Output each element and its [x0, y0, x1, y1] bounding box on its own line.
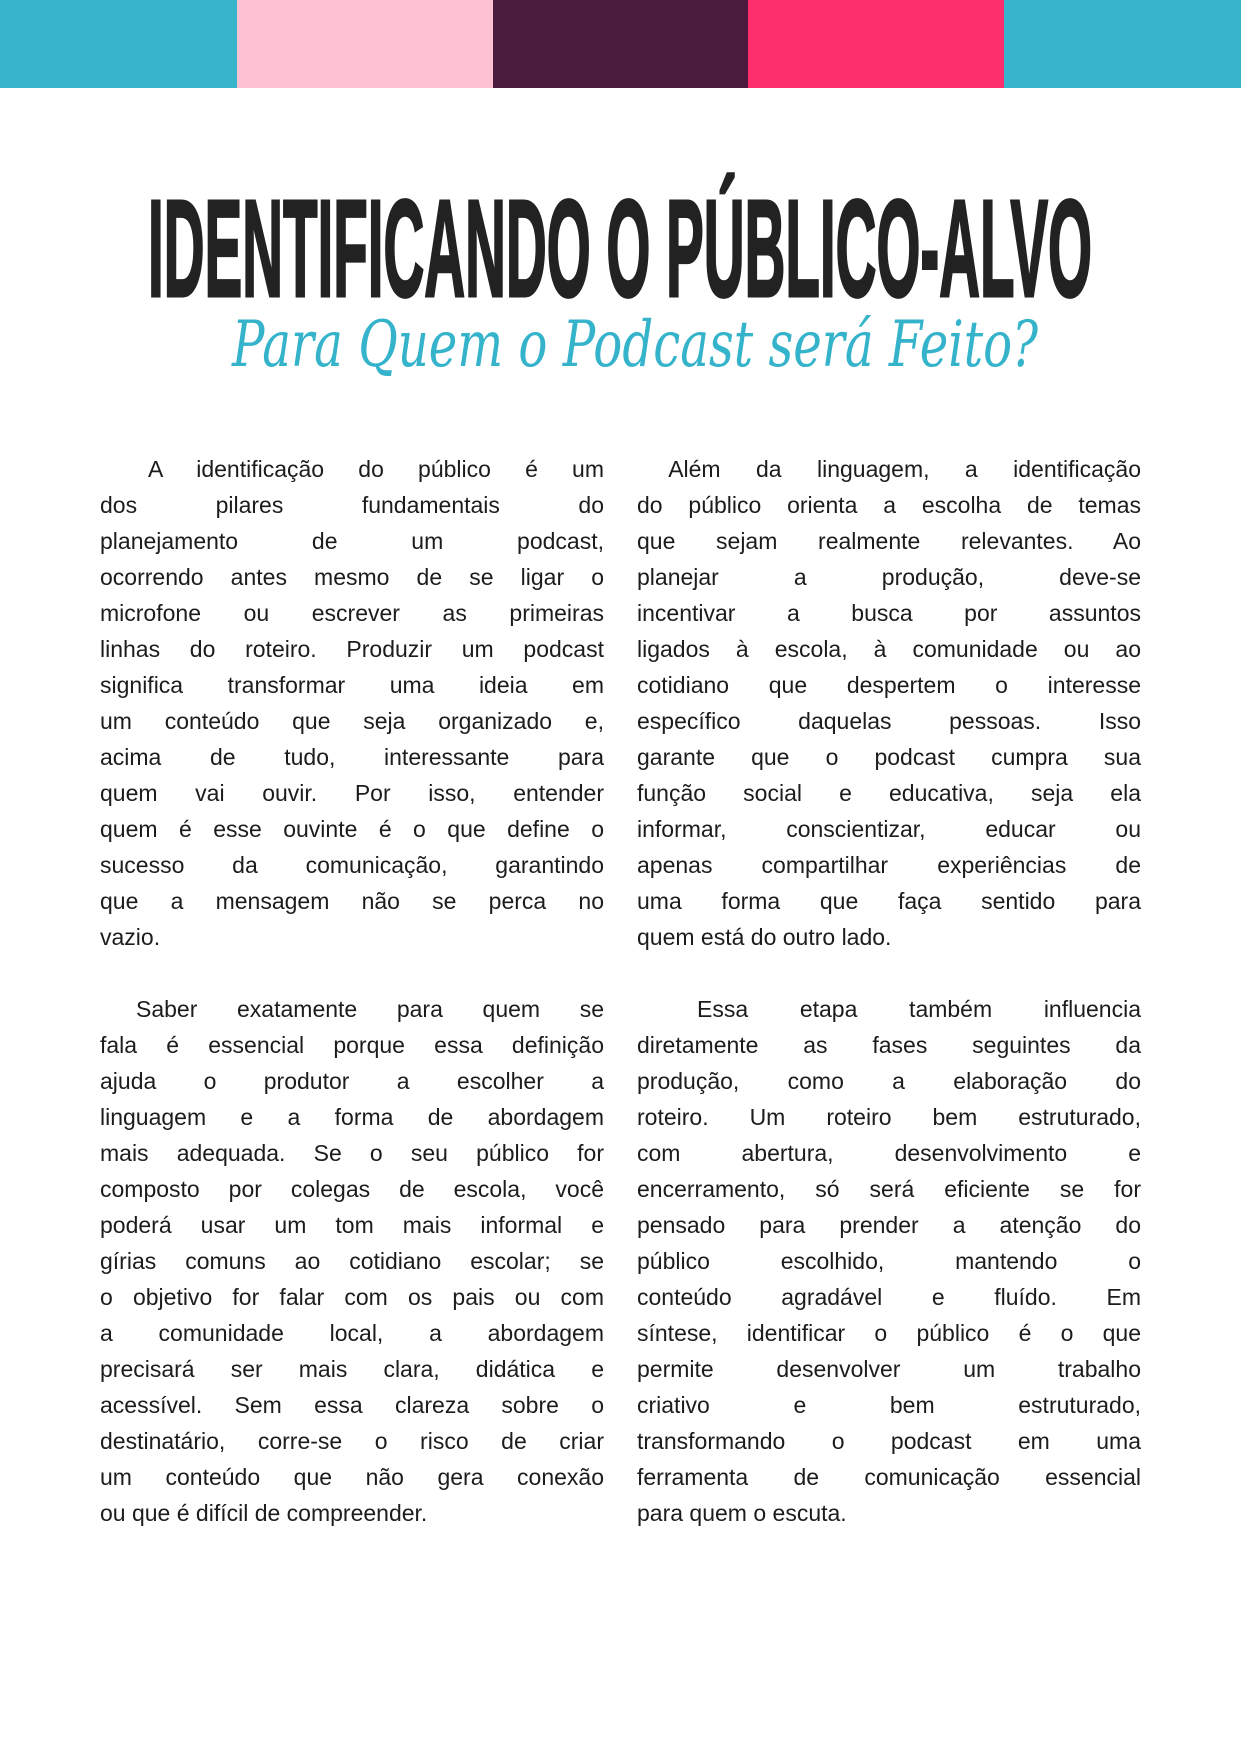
text-line: o objetivo for falar com os pais ou com	[100, 1284, 604, 1310]
text-line: cotidiano que despertem o interesse	[637, 672, 1141, 698]
text-line: pensado para prender a atenção do	[637, 1212, 1141, 1238]
text-line: Saber exatamente para quem se	[136, 996, 604, 1022]
text-line: incentivar a busca por assuntos	[637, 600, 1141, 626]
text-column-right	[637, 451, 1141, 1567]
text-line: diretamente as fases seguintes da	[637, 1032, 1141, 1058]
text-line: garante que o podcast cumpra sua	[637, 744, 1141, 770]
text-line: específico daquelas pessoas. Isso	[637, 708, 1141, 734]
text-line: linhas do roteiro. Produzir um podcast	[100, 636, 604, 662]
text-line: a comunidade local, a abordagem	[100, 1320, 604, 1346]
text-line: público escolhido, mantendo o	[637, 1248, 1141, 1274]
paragraph	[637, 451, 1141, 955]
text-line: precisará ser mais clara, didática e	[100, 1356, 604, 1382]
text-line: destinatário, corre-se o risco de criar	[100, 1428, 604, 1454]
text-line: fala é essencial porque essa definição	[100, 1032, 604, 1058]
text-line: ligados à escola, à comunidade ou ao	[637, 636, 1141, 662]
text-line: ajuda o produtor a escolher a	[100, 1068, 604, 1094]
text-line: microfone ou escrever as primeiras	[100, 600, 604, 626]
text-line: quem está do outro lado.	[637, 924, 892, 950]
text-line: uma forma que faça sentido para	[637, 888, 1141, 914]
text-line: acessível. Sem essa clareza sobre o	[100, 1392, 604, 1418]
text-line: que a mensagem não se perca no	[100, 888, 604, 914]
text-line: permite desenvolver um trabalho	[637, 1356, 1141, 1382]
text-line: dos pilares fundamentais do	[100, 492, 604, 518]
text-line: encerramento, só será eficiente se for	[637, 1176, 1141, 1202]
text-line: um conteúdo que seja organizado e,	[100, 708, 604, 734]
text-line: do público orienta a escolha de temas	[637, 492, 1141, 518]
text-line: quem vai ouvir. Por isso, entender	[100, 780, 604, 806]
text-line: criativo e bem estruturado,	[637, 1392, 1141, 1418]
text-line: planejamento de um podcast,	[100, 528, 604, 554]
text-line: vazio.	[100, 924, 161, 950]
text-line: composto por colegas de escola, você	[100, 1176, 604, 1202]
text-line: para quem o escuta.	[637, 1500, 847, 1526]
text-line: apenas compartilhar experiências de	[637, 852, 1141, 878]
text-line: função social e educativa, seja ela	[637, 780, 1141, 806]
text-line: mais adequada. Se o seu público for	[100, 1140, 604, 1166]
text-line: roteiro. Um roteiro bem estruturado,	[637, 1104, 1141, 1130]
text-line: Além da linguagem, a identificação	[668, 456, 1141, 482]
text-line: quem é esse ouvinte é o que define o	[100, 816, 604, 842]
text-line: gírias comuns ao cotidiano escolar; se	[100, 1248, 604, 1274]
text-line: ou que é difícil de compreender.	[100, 1500, 428, 1526]
text-line: produção, como a elaboração do	[637, 1068, 1141, 1094]
text-line: conteúdo agradável e fluído. Em	[637, 1284, 1141, 1310]
text-line: linguagem e a forma de abordagem	[100, 1104, 604, 1130]
paragraph	[637, 991, 1141, 1531]
page-subtitle-wrap	[0, 298, 1241, 393]
text-line: ferramenta de comunicação essencial	[637, 1464, 1141, 1490]
text-line: Essa etapa também influencia	[697, 996, 1141, 1022]
text-line: sucesso da comunicação, garantindo	[100, 852, 604, 878]
stripe-segment	[493, 0, 748, 88]
text-line: significa transformar uma ideia em	[100, 672, 604, 698]
text-line: planejar a produção, deve-se	[637, 564, 1141, 590]
text-line: poderá usar um tom mais informal e	[100, 1212, 604, 1238]
text-line: transformando o podcast em uma	[637, 1428, 1141, 1454]
page-title: IDENTIFICANDO O PÚBLICO-ALVO	[148, 172, 1092, 310]
page-title-wrap	[0, 160, 1241, 310]
text-line: um conteúdo que não gera conexão	[100, 1464, 604, 1490]
text-column-left	[100, 451, 604, 1567]
text-line: A identificação do público é um	[148, 456, 604, 482]
stripe-segment	[0, 0, 237, 88]
color-stripe-header	[0, 0, 1241, 88]
stripe-segment	[237, 0, 493, 88]
text-line: informar, conscientizar, educar ou	[637, 816, 1141, 842]
page-subtitle: Para Quem o Podcast será Feito?	[231, 308, 1039, 382]
text-line: que sejam realmente relevantes. Ao	[637, 528, 1141, 554]
paragraph	[100, 991, 604, 1531]
stripe-segment	[1004, 0, 1241, 88]
text-line: síntese, identificar o público é o que	[637, 1320, 1141, 1346]
text-line: com abertura, desenvolvimento e	[637, 1140, 1141, 1166]
stripe-segment	[748, 0, 1004, 88]
text-line: acima de tudo, interessante para	[100, 744, 604, 770]
paragraph	[100, 451, 604, 955]
text-line: ocorrendo antes mesmo de se ligar o	[100, 564, 604, 590]
